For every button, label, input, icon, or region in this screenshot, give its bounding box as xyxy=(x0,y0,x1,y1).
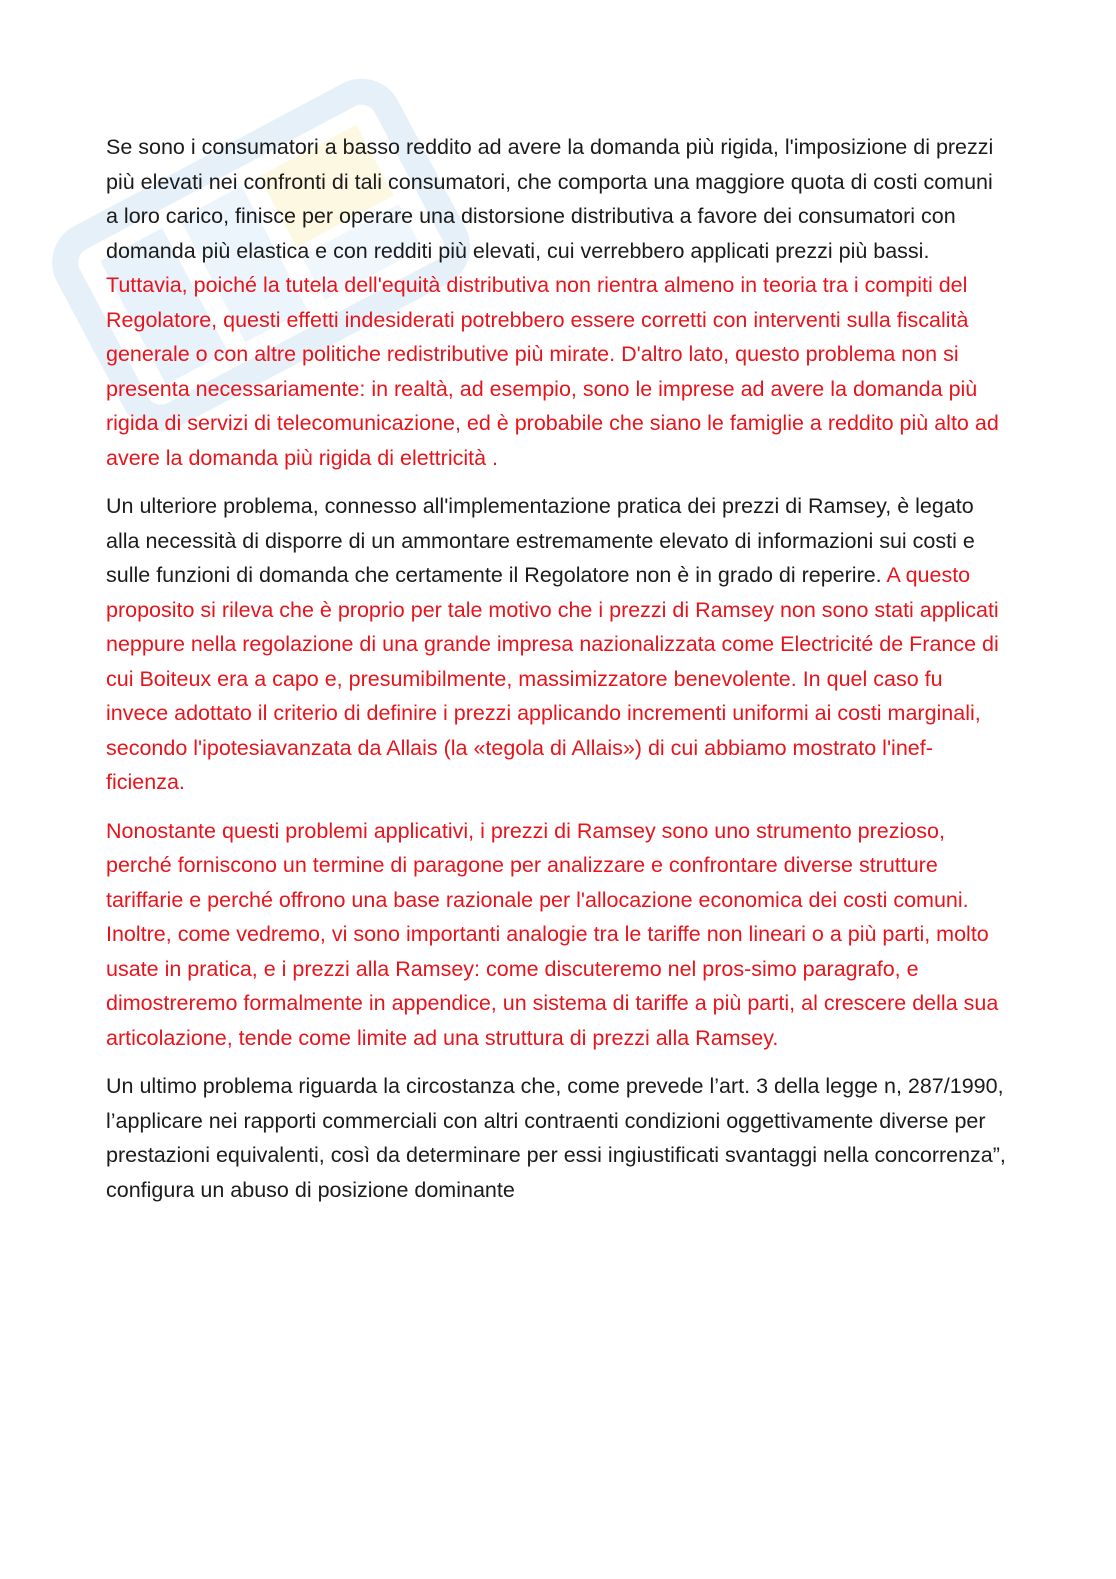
paragraph-1 xyxy=(106,130,1006,475)
paragraph-4 xyxy=(106,1069,1006,1207)
paragraph-1-text: Se sono i consumatori a basso reddito ad avere la domanda più rigida, l'imposizione di prezzi più elevati nei confronti di tali consumatori, che comporta una maggiore quota di costi comuni a loro carico, finisce per operare una distorsione distributiva a favore dei consumatori con domanda più elastica e con redditi più elevati, cui verrebbero applicati prezzi più bassi. xyxy=(106,135,994,263)
paragraph-3-highlight: Nonostante questi problemi applicativi, i prezzi di Ramsey sono uno strumento prezioso, perché forniscono un termine di paragone per analizzare e confrontare diverse strutture tariffarie e perché offrono una base razionale per l'allocazione economica dei costi comuni. Inoltre, come vedremo, vi sono importanti analogie tra le tariffe non lineari o a più parti, molto usate in pratica, e i prezzi alla Ramsey: come discuteremo nel pros-simo paragrafo, e dimostreremo formalmente in appendice, un sistema di tariffe a più parti, al crescere della sua articolazione, tende come limite ad una struttura di prezzi alla Ramsey. xyxy=(106,818,999,1050)
paragraph-1-highlight: Tuttavia, poiché la tutela dell'equità distributiva non rientra almeno in teoria tra i compiti del Regolatore, questi effetti indesiderati potrebbero essere corretti con interventi sulla fiscalità generale o con altre politiche redistributive più mirate. D'altro lato, questo problema non si presenta necessariamente: in realtà, ad esempio, sono le imprese ad avere la domanda più rigida di servizi di telecomunicazione, ed è probabile che siano le famiglie a reddito più alto ad avere la domanda più rigida di elettricità . xyxy=(106,273,999,470)
paragraph-2-highlight: A questo proposito si rileva che è proprio per tale motivo che i prezzi di Ramsey non sono stati applicati neppure nella regolazione di una grande impresa nazionalizzata come Electricité de France di cui Boiteux era a capo e, presumibilmente, massimizzatore benevolente. In quel caso fu invece adottato il criterio di definire i prezzi applicando incrementi uniformi ai costi marginali, secondo l'ipotesiavanzata da Allais (la «tegola di Allais») di cui abbiamo mostrato l'inef-ficienza. xyxy=(106,563,999,794)
paragraph-2-text: Un ulteriore problema, connesso all'implementazione pratica dei prezzi di Ramsey, è legato alla necessità di disporre di un ammontare estremamente elevato di informazioni sui costi e sulle funzioni di domanda che certamente il Regolatore non è in grado di reperire. xyxy=(106,494,975,587)
paragraph-3 xyxy=(106,814,1006,1056)
paragraph-4-text: Un ultimo problema riguarda la circostanza che, come prevede l’art. 3 della legge n, 287/1990, l’applicare nei rapporti commerciali con altri contraenti condizioni oggettivamente diverse per prestazioni equivalenti, così da determinare per essi ingiustificati svantaggi nella concorrenza”, configura un abuso di posizione dominante xyxy=(106,1074,1006,1202)
document-body xyxy=(106,130,1006,1221)
paragraph-2 xyxy=(106,489,1006,800)
